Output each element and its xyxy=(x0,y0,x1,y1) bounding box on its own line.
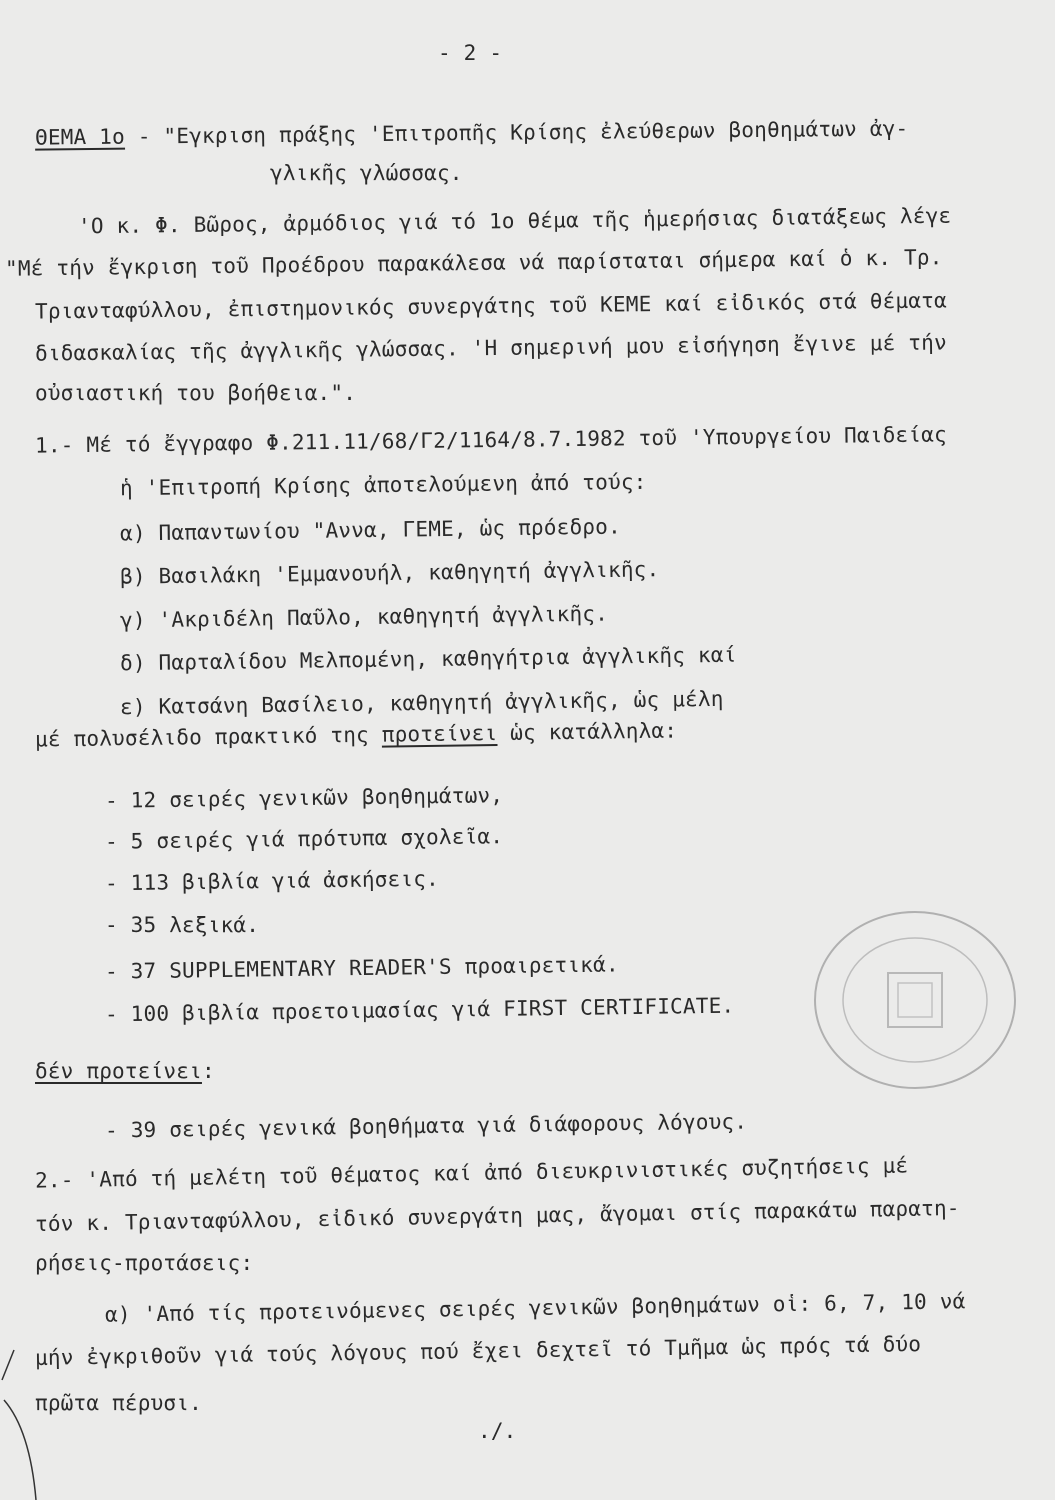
proposed-item-5: - 37 SUPPLEMENTARY READER'S προαιρετικά. xyxy=(104,952,619,984)
section2-item-a-line3: πρῶτα πέρυσι. xyxy=(35,1391,202,1415)
section2-item-a-line1: α) 'Από τίς προτεινόμενες σειρές γενικῶν βοηθημάτων οἱ: 6, 7, 10 νά xyxy=(104,1289,966,1327)
theme-title-line2: γλικῆς γλώσσας. xyxy=(270,161,463,185)
member-d: δ) Παρταλίδου Μελπομένη, καθηγήτρια ἀγγλικῆς καί xyxy=(119,642,737,676)
intro-line-4: διδασκαλίας τῆς ἀγγλικῆς γλώσσας. 'Η σημερινή μου εἰσήγηση ἔγινε μέ τήν xyxy=(34,330,947,366)
not-proposes-heading xyxy=(35,1058,215,1084)
margin-pen-mark xyxy=(0,1340,60,1500)
proposed-item-1: - 12 σειρές γενικῶν βοηθημάτων, xyxy=(104,783,504,813)
theme-title-line1: - "Εγκριση πράξης 'Επιτροπῆς Κρίσης ἐλεύθερων βοηθημάτων ἀγ- xyxy=(137,116,909,149)
member-a: α) Παπαντωνίου "Αννα, ΓΕΜΕ, ὡς πρόεδρο. xyxy=(119,514,622,546)
intro-line-5: οὐσιαστική του βοήθεια.". xyxy=(35,381,357,405)
proposes-suffix: ὡς κατάλληλα: xyxy=(510,718,678,745)
section2-line2: τόν κ. Τριανταφύλλου, εἰδικό συνεργάτη μας, ἄγομαι στίς παρακάτω παρατη- xyxy=(34,1195,960,1237)
theme-heading xyxy=(35,115,909,150)
section2-line1: 2.- 'Από τή μελέτη τοῦ θέματος καί ἀπό διευκρινιστικές συζητήσεις μέ xyxy=(34,1153,909,1193)
intro-line-1: 'Ο κ. Φ. Βῶρος, ἀρμόδιος γιά τό 1ο θέμα τῆς ἡμερήσιας διατάξεως λέγε xyxy=(77,203,952,239)
section1-line1: 1.- Μέ τό ἔγγραφο Φ.211.11/68/Γ2/1164/8.7.1982 τοῦ 'Υπουργείου Παιδείας xyxy=(34,422,947,458)
theme-label: ΘΕΜΑ 1ο xyxy=(34,124,126,150)
member-b: β) Βασιλάκη 'Εμμανουήλ, καθηγητή ἀγγλικῆς. xyxy=(119,557,660,589)
proposes-line xyxy=(35,718,677,753)
proposed-item-4: - 35 λεξικά. xyxy=(105,913,260,937)
member-e: ε) Κατσάνη Βασίλειο, καθηγητή ἀγγλικῆς, ὡς μέλη xyxy=(119,686,724,720)
intro-line-2: "Μέ τήν ἔγκριση τοῦ Προέδρου παρακάλεσα νά παρίσταται σήμερα καί ὁ κ. Τρ. xyxy=(4,245,943,281)
section2-line3: ρήσεις-προτάσεις: xyxy=(35,1251,254,1275)
section1-line2: ἡ 'Επιτροπή Κρίσης ἀποτελούμενη ἀπό τούς: xyxy=(119,469,647,501)
proposes-prefix: μέ πολυσέλιδο πρακτικό της xyxy=(34,722,370,752)
not-proposes-label: δέν προτείνει xyxy=(35,1059,202,1083)
page-number: - 2 - xyxy=(438,41,503,65)
member-c: γ) 'Ακριδέλη Παῦλο, καθηγητή ἀγγλικῆς. xyxy=(119,601,609,633)
not-proposed-item-1: - 39 σειρές γενικά βοηθήματα γιά διάφορους λόγους. xyxy=(104,1109,748,1143)
section2-item-a-line2: μήν ἐγκριθοῦν γιά τούς λόγους πού ἔχει δεχτεῖ τό Τμῆμα ὡς πρός τά δύο xyxy=(34,1332,922,1370)
proposed-item-3: - 113 βιβλία γιά ἀσκήσεις. xyxy=(104,866,440,896)
intro-line-3: Τριανταφύλλου, ἐπιστημονικός συνεργάτης τοῦ ΚΕΜΕ καί εἰδικός στά θέματα xyxy=(34,288,947,324)
proposed-item-2: - 5 σειρές γιά πρότυπα σχολεῖα. xyxy=(104,824,504,854)
proposes-word: προτείνει xyxy=(381,721,498,747)
proposed-item-6: - 100 βιβλία προετοιμασίας γιά FIRST CERTIFICATE. xyxy=(104,993,735,1027)
not-proposes-colon: : xyxy=(201,1059,215,1083)
official-seal xyxy=(800,905,1030,1095)
continuation-mark: ./. xyxy=(478,1419,517,1443)
